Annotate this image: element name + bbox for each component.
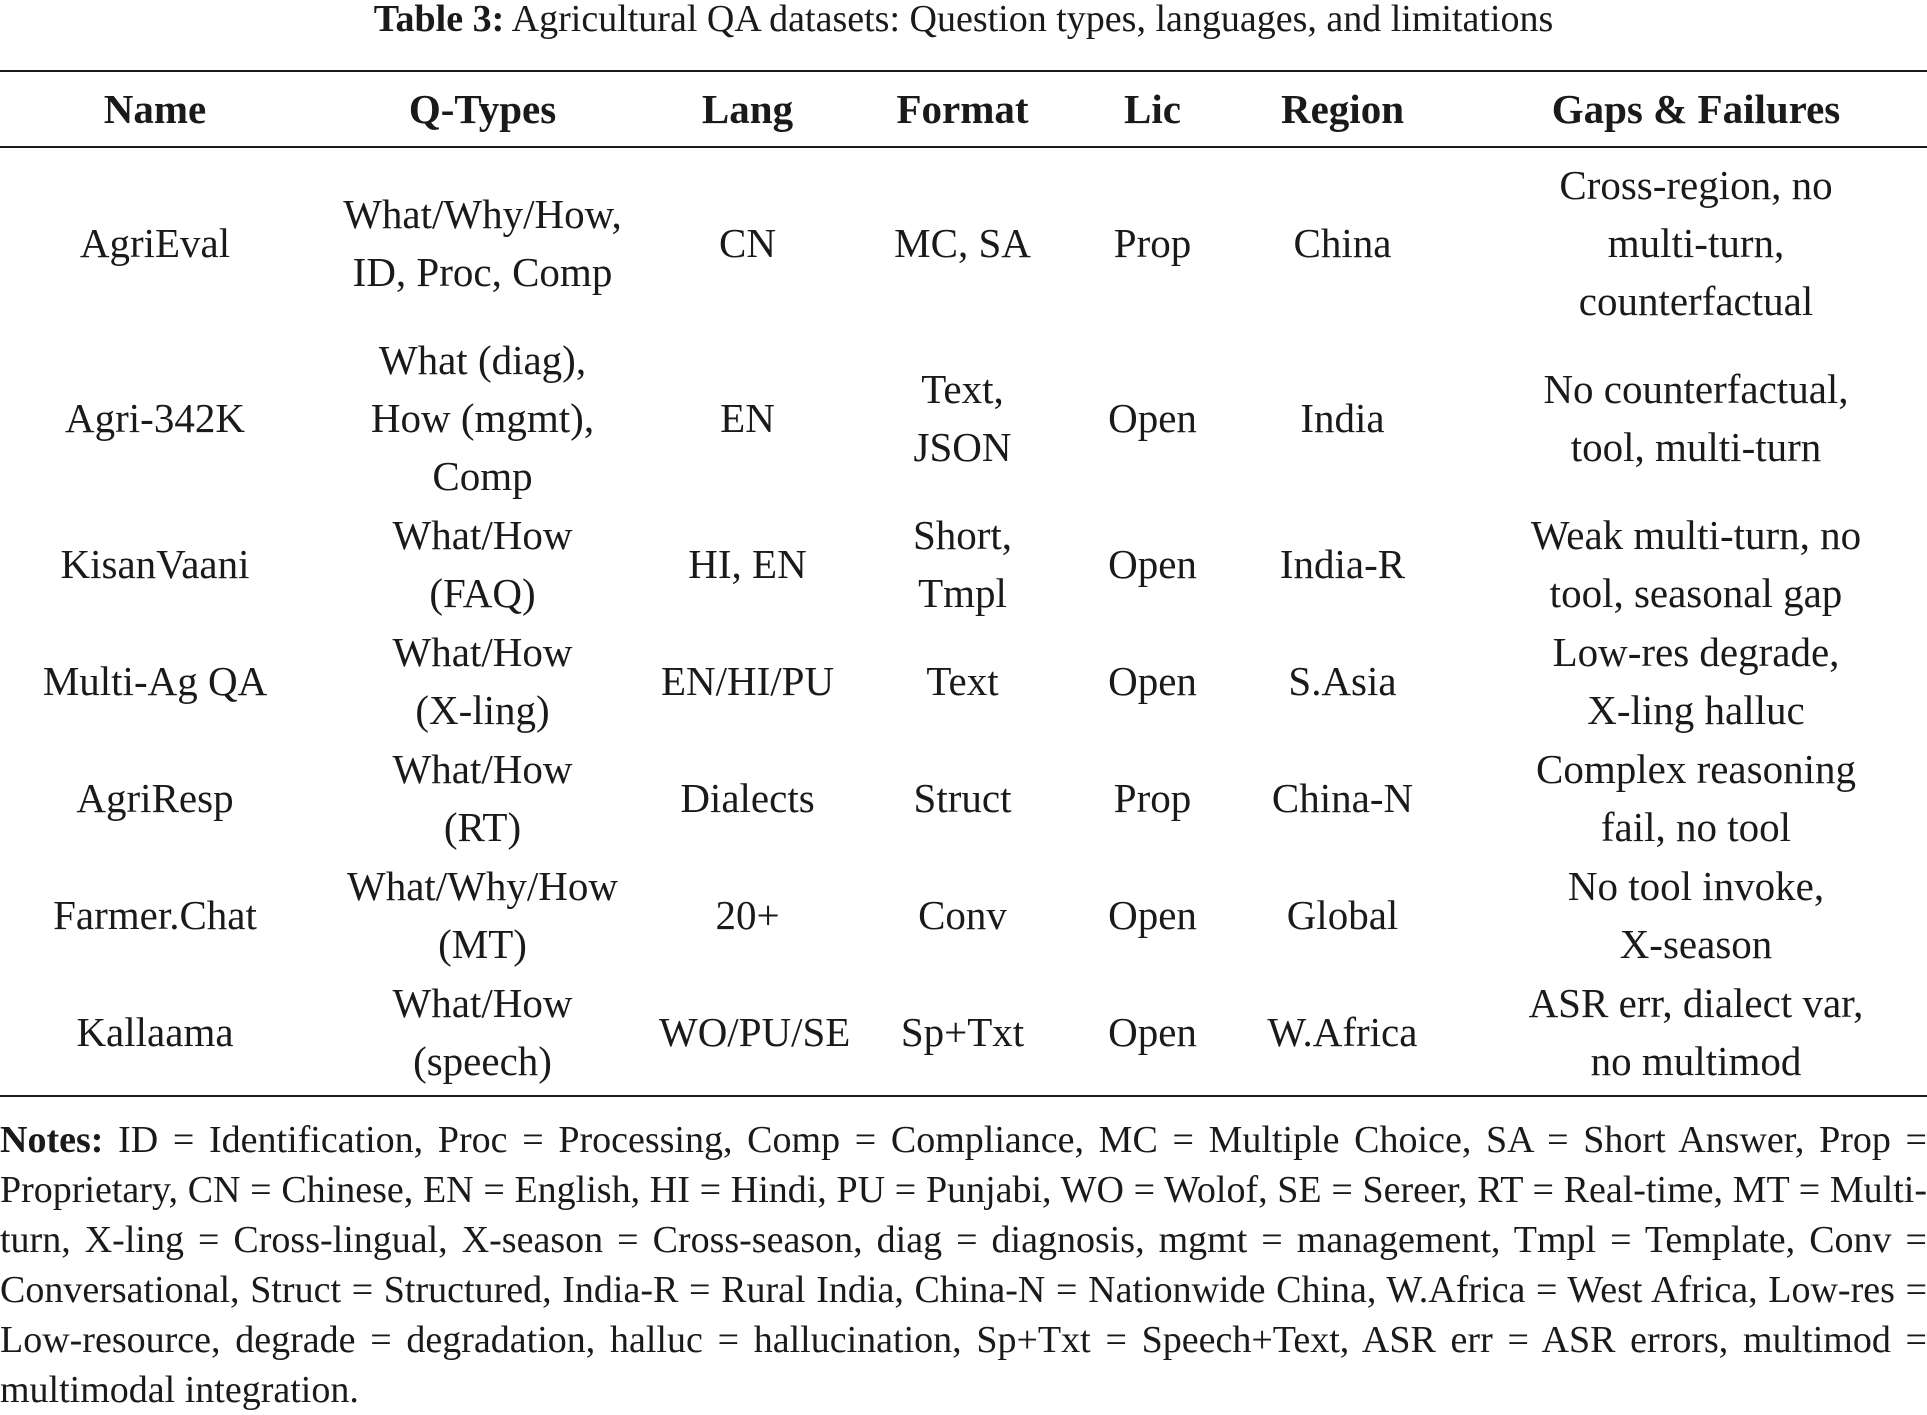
cell-lang: WO/PU/SE xyxy=(655,973,840,1096)
cell-region: S.Asia xyxy=(1288,657,1397,704)
cell-lic: Open xyxy=(1108,540,1197,587)
header-name: Name xyxy=(0,71,310,147)
table-row xyxy=(0,856,1927,973)
cell-q-types: What/How (X-ling) xyxy=(392,628,573,733)
table-row xyxy=(0,973,1927,1096)
notes-text: ID = Identification, Proc = Processing, Comp = Compliance, MC = Multiple Choice, SA = Short Answer, Prop = Proprietary, CN = Chinese, EN = English, HI = Hindi, PU = Punjabi, WO = Wolof, SE = Sereer, RT = Real-time, MT = Multi-turn, X-ling = Cross-lingual, X-season = Cross-season, diag = diagnosis, mgmt = management, Tmpl = Template, Conv = Conversational, Struct = Structured, India-R = Rural India, China-N = Nationwide China, W.Africa = West Africa, Low-res = Low-resource, degrade = degradation, halluc = hallucination, Sp+Txt = Speech+Text, ASR err = ASR errors, multimod = multimodal integration. xyxy=(0,1119,1927,1411)
cell-q-types: What (diag), How (mgmt), Comp xyxy=(370,336,595,499)
cell-lang: CN xyxy=(719,220,776,266)
cell-region: China-N xyxy=(1271,774,1414,821)
cell-gaps: No tool invoke, X-season xyxy=(1567,862,1825,967)
cell-region: India xyxy=(1300,394,1385,441)
table-row xyxy=(0,330,1927,505)
cell-format: Conv xyxy=(918,891,1007,938)
table-row xyxy=(0,505,1927,622)
header-format: Format xyxy=(840,71,1085,147)
cell-gaps: Complex reasoning fail, no tool xyxy=(1536,745,1856,850)
cell-lic: Open xyxy=(1108,394,1197,441)
cell-region: India-R xyxy=(1279,540,1406,587)
cell-lic: Open xyxy=(1085,973,1220,1096)
cell-region: W.Africa xyxy=(1220,973,1465,1096)
header-lang: Lang xyxy=(655,71,840,147)
cell-format: MC, SA xyxy=(894,220,1031,266)
cell-q-types: What/Why/How, ID, Proc, Comp xyxy=(343,191,622,295)
notes-label: Notes: xyxy=(0,1119,104,1161)
cell-q-types: What/How (FAQ) xyxy=(392,511,573,616)
cell-lang: EN xyxy=(720,394,775,441)
cell-name: Multi-Ag QA xyxy=(42,657,268,704)
cell-lic: Prop xyxy=(1113,774,1192,821)
table-notes xyxy=(0,1115,1927,1415)
cell-format: Struct xyxy=(913,774,1012,821)
cell-name: Kallaama xyxy=(0,973,310,1096)
cell-q-types: What/How (RT) xyxy=(392,745,573,850)
table-caption xyxy=(0,0,1927,38)
header-q-types: Q-Types xyxy=(310,71,655,147)
cell-name: KisanVaani xyxy=(60,540,250,587)
caption-text: Agricultural QA datasets: Question types, languages, and limitations xyxy=(504,0,1554,40)
cell-name: Farmer.Chat xyxy=(53,891,257,938)
cell-format: Sp+Txt xyxy=(840,973,1085,1096)
cell-lang: EN/HI/PU xyxy=(660,657,835,704)
cell-gaps: No counterfactual, tool, multi-turn xyxy=(1543,365,1849,470)
cell-gaps: Low-res degrade, X-ling halluc xyxy=(1552,628,1840,733)
caption-label: Table 3: xyxy=(373,0,505,40)
qa-datasets-table xyxy=(0,70,1927,1097)
cell-lic: Open xyxy=(1108,657,1197,704)
cell-lic: Prop xyxy=(1113,220,1192,266)
cell-gaps: Weak multi-turn, no tool, seasonal gap xyxy=(1530,511,1862,616)
table-row xyxy=(0,147,1927,330)
cell-name: AgriResp xyxy=(76,774,234,821)
cell-format: Text, JSON xyxy=(913,365,1012,470)
table-header-row xyxy=(0,71,1927,147)
cell-gaps: Cross-region, no multi-turn, counterfactual xyxy=(1559,162,1833,324)
cell-region: China xyxy=(1293,220,1392,266)
header-gaps: Gaps & Failures xyxy=(1465,71,1927,147)
cell-lic: Open xyxy=(1108,891,1197,938)
table-row xyxy=(0,739,1927,856)
cell-lang: 20+ xyxy=(715,891,780,938)
cell-format: Text xyxy=(926,657,999,704)
cell-q-types: What/How (speech) xyxy=(310,973,655,1096)
table-row xyxy=(0,622,1927,739)
header-lic: Lic xyxy=(1085,71,1220,147)
cell-gaps: ASR err, dialect var, no multimod xyxy=(1465,973,1927,1096)
cell-format: Short, Tmpl xyxy=(912,511,1013,616)
cell-name: Agri-342K xyxy=(65,394,245,441)
cell-lang: HI, EN xyxy=(688,540,807,587)
cell-region: Global xyxy=(1286,891,1399,938)
cell-lang: Dialects xyxy=(680,774,815,821)
cell-q-types: What/Why/How (MT) xyxy=(347,862,618,967)
header-region: Region xyxy=(1220,71,1465,147)
cell-name: AgriEval xyxy=(79,220,231,266)
